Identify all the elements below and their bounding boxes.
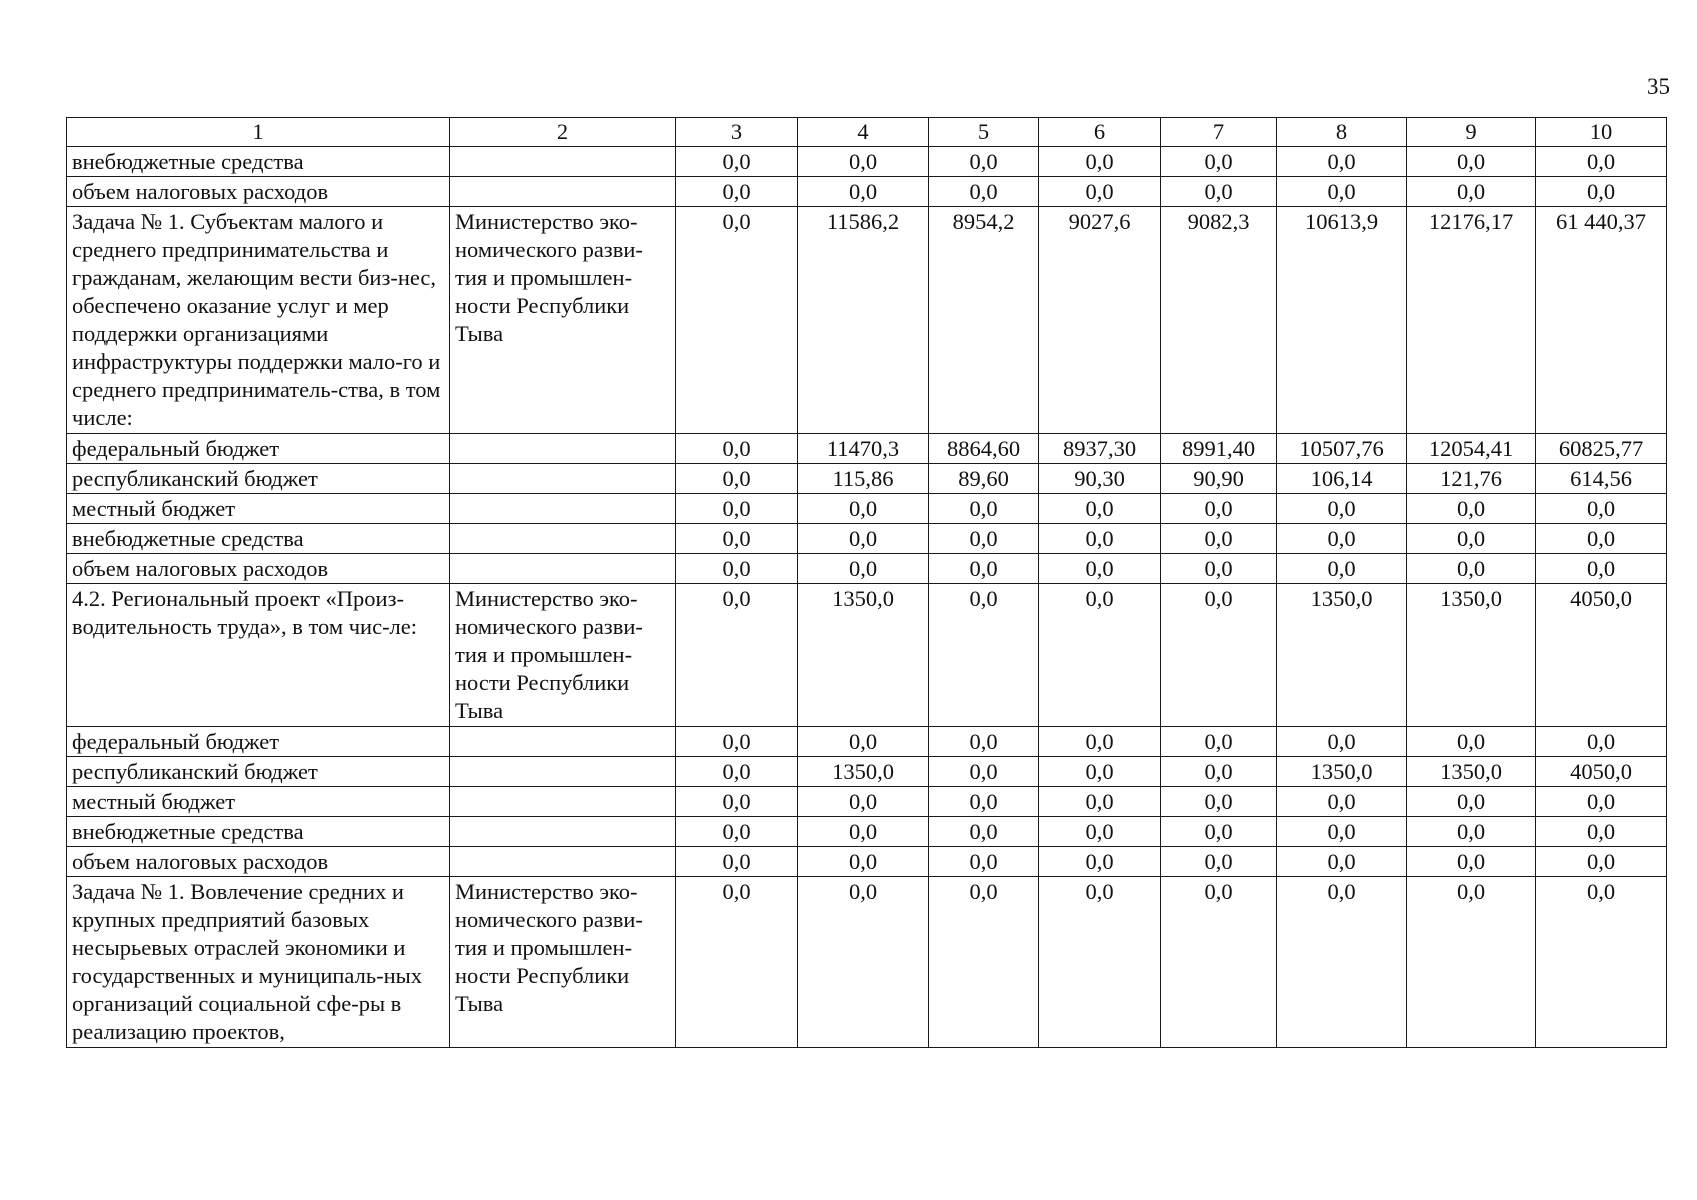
table-row (67, 877, 1667, 1048)
row-label: внебюджетные средства (67, 817, 450, 847)
value-cell: 0,0 (1277, 147, 1407, 177)
value-cell: 0,0 (1407, 494, 1536, 524)
value-cell: 0,0 (676, 464, 798, 494)
value-cell: 0,0 (929, 877, 1039, 1048)
value-cell: 0,0 (1536, 787, 1667, 817)
row-label: федеральный бюджет (67, 727, 450, 757)
value-cell: 0,0 (1039, 817, 1161, 847)
value-cell: 106,14 (1277, 464, 1407, 494)
value-cell: 0,0 (1277, 554, 1407, 584)
row-label: республиканский бюджет (67, 464, 450, 494)
row-label: объем налоговых расходов (67, 177, 450, 207)
value-cell: 0,0 (1277, 177, 1407, 207)
value-cell: 90,30 (1039, 464, 1161, 494)
value-cell: 0,0 (1277, 524, 1407, 554)
value-cell: 0,0 (929, 494, 1039, 524)
row-executor (450, 847, 676, 877)
table-row (67, 494, 1667, 524)
row-executor (450, 757, 676, 787)
value-cell: 0,0 (798, 147, 929, 177)
value-cell: 0,0 (676, 847, 798, 877)
table-row (67, 524, 1667, 554)
value-cell: 11586,2 (798, 207, 929, 434)
value-cell: 0,0 (1407, 787, 1536, 817)
value-cell: 0,0 (1407, 877, 1536, 1048)
table-row (67, 554, 1667, 584)
value-cell: 0,0 (1536, 847, 1667, 877)
value-cell: 0,0 (929, 177, 1039, 207)
page-number: 35 (1647, 74, 1670, 99)
value-cell: 8937,30 (1039, 434, 1161, 464)
value-cell: 8991,40 (1161, 434, 1277, 464)
value-cell: 9027,6 (1039, 207, 1161, 434)
row-executor (450, 787, 676, 817)
row-executor: Министерство эко-номического разви-тия и промышлен-ности Республики Тыва (450, 207, 676, 434)
value-cell: 0,0 (1039, 524, 1161, 554)
value-cell: 0,0 (676, 207, 798, 434)
value-cell: 0,0 (798, 787, 929, 817)
table-row (67, 434, 1667, 464)
value-cell: 0,0 (676, 817, 798, 847)
value-cell: 0,0 (1277, 494, 1407, 524)
value-cell: 0,0 (676, 434, 798, 464)
row-label: местный бюджет (67, 787, 450, 817)
row-executor: Министерство эко-номического разви-тия и промышлен-ности Республики Тыва (450, 877, 676, 1048)
value-cell: 0,0 (676, 177, 798, 207)
value-cell: 1350,0 (1277, 584, 1407, 727)
table-row (67, 584, 1667, 727)
value-cell: 0,0 (676, 494, 798, 524)
row-executor (450, 817, 676, 847)
value-cell: 0,0 (1161, 727, 1277, 757)
value-cell: 0,0 (929, 817, 1039, 847)
column-number: 6 (1039, 118, 1161, 147)
value-cell: 0,0 (798, 494, 929, 524)
column-number: 2 (450, 118, 676, 147)
value-cell: 0,0 (1039, 147, 1161, 177)
value-cell: 1350,0 (1407, 757, 1536, 787)
value-cell: 0,0 (1039, 877, 1161, 1048)
value-cell: 0,0 (929, 554, 1039, 584)
value-cell: 0,0 (676, 584, 798, 727)
value-cell: 0,0 (1039, 847, 1161, 877)
row-label: объем налоговых расходов (67, 554, 450, 584)
value-cell: 0,0 (1407, 847, 1536, 877)
value-cell: 0,0 (676, 147, 798, 177)
value-cell: 121,76 (1407, 464, 1536, 494)
value-cell: 1350,0 (798, 757, 929, 787)
value-cell: 0,0 (929, 787, 1039, 817)
value-cell: 0,0 (1536, 177, 1667, 207)
value-cell: 0,0 (1536, 147, 1667, 177)
value-cell: 0,0 (1277, 727, 1407, 757)
value-cell: 0,0 (676, 727, 798, 757)
value-cell: 0,0 (1039, 757, 1161, 787)
row-label: федеральный бюджет (67, 434, 450, 464)
value-cell: 0,0 (1039, 554, 1161, 584)
value-cell: 10613,9 (1277, 207, 1407, 434)
value-cell: 0,0 (676, 554, 798, 584)
value-cell: 0,0 (1161, 584, 1277, 727)
table-row (67, 847, 1667, 877)
value-cell: 0,0 (676, 757, 798, 787)
value-cell: 0,0 (929, 727, 1039, 757)
column-number: 9 (1407, 118, 1536, 147)
row-label: местный бюджет (67, 494, 450, 524)
row-label: республиканский бюджет (67, 757, 450, 787)
table-row (67, 757, 1667, 787)
value-cell: 0,0 (1536, 524, 1667, 554)
value-cell: 12054,41 (1407, 434, 1536, 464)
table-row (67, 177, 1667, 207)
row-label: внебюджетные средства (67, 147, 450, 177)
value-cell: 11470,3 (798, 434, 929, 464)
table-row (67, 464, 1667, 494)
value-cell: 0,0 (1407, 147, 1536, 177)
value-cell: 0,0 (676, 877, 798, 1048)
value-cell: 0,0 (929, 847, 1039, 877)
row-executor (450, 434, 676, 464)
value-cell: 0,0 (929, 147, 1039, 177)
value-cell: 115,86 (798, 464, 929, 494)
value-cell: 0,0 (1536, 554, 1667, 584)
value-cell: 0,0 (1161, 787, 1277, 817)
row-executor (450, 147, 676, 177)
value-cell: 8864,60 (929, 434, 1039, 464)
row-executor (450, 524, 676, 554)
value-cell: 614,56 (1536, 464, 1667, 494)
value-cell: 0,0 (1407, 554, 1536, 584)
table-body (67, 118, 1667, 1048)
value-cell: 0,0 (1161, 177, 1277, 207)
value-cell: 10507,76 (1277, 434, 1407, 464)
value-cell: 0,0 (1407, 817, 1536, 847)
value-cell: 0,0 (1039, 787, 1161, 817)
value-cell: 0,0 (1161, 554, 1277, 584)
column-number: 8 (1277, 118, 1407, 147)
value-cell: 12176,17 (1407, 207, 1536, 434)
table-row (67, 787, 1667, 817)
value-cell: 0,0 (798, 727, 929, 757)
value-cell: 0,0 (1161, 757, 1277, 787)
value-cell: 0,0 (1277, 877, 1407, 1048)
column-number: 3 (676, 118, 798, 147)
value-cell: 0,0 (1161, 524, 1277, 554)
value-cell: 0,0 (1277, 817, 1407, 847)
column-number: 10 (1536, 118, 1667, 147)
value-cell: 1350,0 (1407, 584, 1536, 727)
value-cell: 0,0 (929, 524, 1039, 554)
table-row (67, 207, 1667, 434)
value-cell: 0,0 (1161, 494, 1277, 524)
value-cell: 90,90 (1161, 464, 1277, 494)
row-executor (450, 177, 676, 207)
row-executor: Министерство эко-номического разви-тия и промышлен-ности Республики Тыва (450, 584, 676, 727)
value-cell: 4050,0 (1536, 584, 1667, 727)
value-cell: 0,0 (798, 847, 929, 877)
value-cell: 0,0 (1039, 494, 1161, 524)
value-cell: 0,0 (1039, 584, 1161, 727)
value-cell: 0,0 (798, 877, 929, 1048)
value-cell: 0,0 (1161, 817, 1277, 847)
row-label: Задача № 1. Субъектам малого и среднего предпринимательства и гражданам, желающим вести биз-нес, обеспечено оказание услуг и мер поддержки организациями инфраструктуры поддержки мало-го и среднего предприниматель-ства, в том числе: (67, 207, 450, 434)
value-cell: 0,0 (1407, 524, 1536, 554)
value-cell: 8954,2 (929, 207, 1039, 434)
value-cell: 61 440,37 (1536, 207, 1667, 434)
row-executor (450, 727, 676, 757)
table-row (67, 147, 1667, 177)
table-row (67, 727, 1667, 757)
value-cell: 89,60 (929, 464, 1039, 494)
value-cell: 0,0 (1161, 147, 1277, 177)
value-cell: 0,0 (1161, 877, 1277, 1048)
value-cell: 0,0 (1277, 847, 1407, 877)
column-number: 7 (1161, 118, 1277, 147)
value-cell: 0,0 (798, 524, 929, 554)
value-cell: 0,0 (798, 177, 929, 207)
value-cell: 0,0 (798, 817, 929, 847)
value-cell: 4050,0 (1536, 757, 1667, 787)
value-cell: 0,0 (1536, 817, 1667, 847)
value-cell: 0,0 (1407, 727, 1536, 757)
value-cell: 0,0 (1536, 494, 1667, 524)
row-label: Задача № 1. Вовлечение средних и крупных предприятий базовых несырьевых отраслей экономики и государственных и муниципаль-ных организаций социальной сфе-ры в реализацию проектов, (67, 877, 450, 1048)
value-cell: 0,0 (798, 554, 929, 584)
value-cell: 0,0 (1039, 727, 1161, 757)
value-cell: 0,0 (676, 524, 798, 554)
value-cell: 0,0 (1277, 787, 1407, 817)
value-cell: 0,0 (676, 787, 798, 817)
column-number-row (67, 118, 1667, 147)
column-number: 4 (798, 118, 929, 147)
value-cell: 0,0 (929, 584, 1039, 727)
row-executor (450, 494, 676, 524)
value-cell: 0,0 (1161, 847, 1277, 877)
value-cell: 9082,3 (1161, 207, 1277, 434)
column-number: 5 (929, 118, 1039, 147)
value-cell: 1350,0 (1277, 757, 1407, 787)
row-executor (450, 554, 676, 584)
row-label: объем налоговых расходов (67, 847, 450, 877)
row-executor (450, 464, 676, 494)
row-label: 4.2. Региональный проект «Произ-водительность труда», в том чис-ле: (67, 584, 450, 727)
table-row (67, 817, 1667, 847)
budget-table (66, 117, 1667, 1048)
value-cell: 0,0 (1536, 727, 1667, 757)
value-cell: 0,0 (1039, 177, 1161, 207)
value-cell: 60825,77 (1536, 434, 1667, 464)
value-cell: 1350,0 (798, 584, 929, 727)
row-label: внебюджетные средства (67, 524, 450, 554)
value-cell: 0,0 (929, 757, 1039, 787)
value-cell: 0,0 (1536, 877, 1667, 1048)
column-number: 1 (67, 118, 450, 147)
value-cell: 0,0 (1407, 177, 1536, 207)
